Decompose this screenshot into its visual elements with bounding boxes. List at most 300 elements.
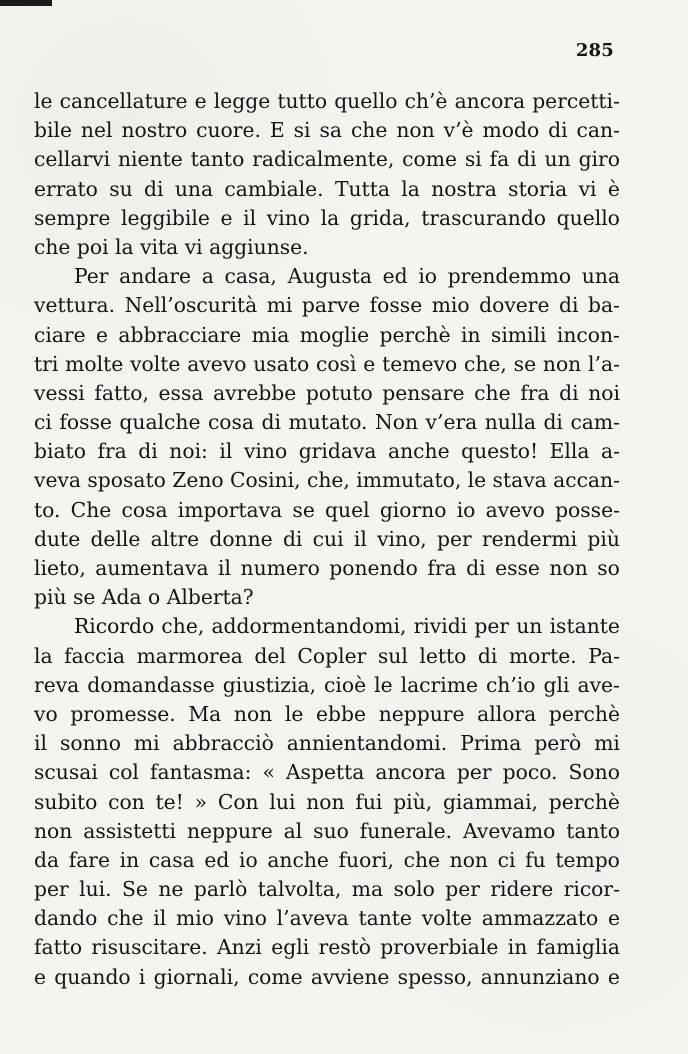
word: vi	[184, 234, 203, 259]
word: o	[148, 585, 161, 610]
word: vino	[266, 205, 311, 230]
word: addormentandomi,	[211, 614, 407, 639]
text-line	[34, 408, 620, 437]
word: fantasma:	[149, 760, 252, 785]
word: Se	[122, 877, 148, 902]
word: can-	[576, 118, 620, 143]
word: una	[581, 264, 620, 289]
word: Prima	[460, 731, 522, 756]
word: aumentava	[95, 556, 209, 580]
word: ancora	[454, 89, 526, 113]
word: biato	[34, 439, 86, 464]
word: leggibile	[120, 205, 210, 230]
word: «	[262, 760, 275, 785]
word: cam-	[570, 410, 620, 435]
word: in	[507, 935, 528, 960]
word: te!	[155, 789, 184, 814]
word: Con	[217, 789, 259, 814]
word: e	[34, 964, 47, 989]
word: Augusta	[287, 264, 372, 289]
text-line	[34, 642, 620, 671]
word: temevo	[382, 351, 458, 376]
word: Per	[74, 264, 109, 289]
word: allora	[477, 701, 537, 726]
text-line	[34, 729, 620, 758]
book-text	[34, 87, 620, 992]
word: è	[607, 176, 620, 201]
word: su	[109, 176, 133, 201]
word: poco.	[502, 760, 558, 785]
word: veva	[34, 468, 82, 493]
word: di	[466, 556, 486, 580]
word: si	[464, 147, 482, 172]
text-line	[34, 437, 620, 466]
word: di	[517, 147, 537, 172]
word: mio	[431, 293, 470, 318]
word: in	[119, 847, 140, 872]
text-line	[34, 700, 620, 729]
word: grida,	[349, 205, 411, 230]
text-line	[34, 321, 620, 350]
word: gli	[543, 672, 570, 697]
word: dando	[34, 906, 98, 931]
word: più,	[393, 789, 433, 814]
word: vino	[223, 906, 267, 931]
word: legge	[213, 89, 271, 113]
word: cosa	[207, 410, 255, 435]
word: di	[543, 410, 563, 435]
word: fuori,	[338, 847, 394, 872]
word: lieto,	[34, 556, 86, 580]
word: ci	[34, 410, 52, 435]
word: mutato.	[288, 410, 368, 435]
word: cosa	[121, 497, 168, 522]
word: moglie	[299, 322, 370, 347]
word: mi	[266, 293, 293, 318]
text-line	[34, 379, 620, 408]
word: giorno	[379, 497, 447, 522]
word: se	[292, 497, 315, 522]
text-line	[34, 525, 620, 554]
text-line	[34, 904, 620, 933]
word: io	[239, 847, 258, 872]
word: vita	[140, 234, 179, 259]
word: al	[283, 818, 303, 843]
word: v’è	[443, 118, 474, 143]
word: parlò	[193, 877, 248, 902]
word: letto	[419, 643, 467, 668]
word: bile	[34, 118, 72, 143]
word: cui	[312, 526, 344, 551]
word: per	[474, 614, 510, 639]
word: ma	[351, 877, 384, 902]
word: Tutta	[334, 176, 390, 201]
word: istante	[549, 614, 620, 639]
word: che	[403, 847, 441, 872]
word: annunziano	[480, 964, 600, 989]
word: a	[201, 264, 214, 289]
word: giro	[578, 147, 620, 172]
word: non	[542, 351, 582, 376]
word: questo!	[461, 439, 539, 464]
word: se	[72, 585, 96, 610]
word: scusai	[34, 760, 98, 785]
word: di	[559, 293, 579, 318]
word: tri	[34, 351, 59, 376]
word: neppure	[378, 701, 465, 726]
word: storia	[508, 176, 568, 201]
text-line	[34, 671, 620, 700]
word: di	[559, 380, 579, 405]
word: fare	[68, 847, 110, 872]
word: non	[233, 701, 273, 726]
word: essa	[158, 380, 204, 405]
text-line	[34, 496, 620, 525]
word: di	[138, 439, 158, 464]
word: e	[607, 906, 620, 931]
word: tante	[358, 906, 412, 931]
word: le	[467, 468, 487, 493]
word: volte	[130, 351, 181, 376]
word: che,	[463, 351, 507, 376]
word: Ma	[188, 701, 222, 726]
word: che	[107, 906, 144, 931]
word: numero	[240, 556, 320, 580]
word: fa	[489, 147, 510, 172]
word: che	[34, 234, 71, 259]
word: io	[456, 497, 476, 522]
word: posse-	[555, 497, 620, 522]
text-line	[34, 963, 620, 992]
word: più	[34, 585, 67, 610]
word: vino,	[377, 526, 427, 551]
word: parve	[301, 293, 361, 318]
word: stava	[492, 468, 547, 493]
word: e	[194, 89, 207, 113]
word: di	[548, 118, 568, 143]
word: più	[587, 526, 620, 551]
word: l’a-	[588, 351, 620, 376]
word: vi	[578, 176, 597, 201]
text-line	[34, 466, 620, 495]
word: niente	[117, 147, 183, 172]
word: ne	[158, 877, 184, 902]
word: morte.	[508, 643, 577, 668]
word: cancellature	[59, 89, 188, 113]
word: Nell’oscurità	[124, 293, 258, 318]
word: ridere	[490, 877, 554, 902]
text-line	[34, 291, 620, 320]
text-line	[34, 262, 620, 291]
text-line	[34, 846, 620, 875]
word: così	[315, 351, 357, 376]
word: i	[138, 964, 146, 989]
word: rendermi	[481, 526, 578, 551]
word: che,	[161, 614, 205, 639]
word: sa	[319, 118, 342, 143]
word: importava	[177, 497, 283, 522]
text-line	[34, 350, 620, 379]
word: tanto	[566, 818, 620, 843]
text-line	[34, 875, 620, 904]
word: si	[293, 118, 311, 143]
word: cellarvi	[34, 147, 111, 172]
word: subito	[34, 789, 98, 814]
word: un	[544, 147, 571, 172]
word: ave-	[577, 672, 620, 697]
word: il	[353, 526, 367, 551]
word: ciare	[34, 322, 86, 347]
word: fu	[525, 847, 546, 872]
word: andare	[119, 264, 192, 289]
word: sul	[377, 643, 408, 668]
word: fra	[427, 556, 457, 580]
word: Ella	[549, 439, 590, 464]
word: radicalmente,	[252, 147, 395, 172]
word: avevo	[485, 497, 545, 522]
word: io	[418, 264, 438, 289]
word: quello	[334, 89, 398, 113]
word: cambiale.	[224, 176, 324, 201]
word: Cosini,	[229, 468, 301, 493]
word: tutto	[277, 89, 328, 113]
word: e	[96, 322, 109, 347]
word: la	[320, 205, 340, 230]
word: e	[220, 205, 233, 230]
word: ammazzato	[481, 906, 599, 931]
word: le	[284, 701, 304, 726]
word: fatto	[34, 935, 83, 960]
word: Non	[375, 410, 419, 435]
word: con	[108, 789, 145, 814]
word: ed	[382, 264, 408, 289]
word: una	[174, 176, 214, 201]
word: però	[534, 731, 582, 756]
word: ricor-	[563, 877, 620, 902]
word: tempo	[555, 847, 620, 872]
word: funerale.	[359, 818, 453, 843]
word: avviene	[310, 964, 390, 989]
word: Copler	[297, 643, 367, 668]
word: vino	[243, 439, 288, 464]
word: dute	[34, 526, 81, 551]
word: donne	[209, 526, 273, 551]
word: rividi	[413, 614, 468, 639]
page-number: 285	[575, 40, 614, 61]
word: E	[269, 118, 285, 143]
text-line	[34, 233, 620, 262]
word: a-	[601, 439, 620, 464]
word: per	[437, 526, 472, 551]
word: percetti-	[532, 89, 620, 113]
word: Alberta?	[166, 585, 254, 610]
word: fatto,	[94, 380, 149, 405]
word: v’era	[425, 410, 478, 435]
word: dovere	[479, 293, 550, 318]
word: simili	[490, 322, 547, 347]
word: e	[363, 351, 376, 376]
word: immutato,	[356, 468, 462, 493]
word: non	[34, 818, 73, 843]
word: accan-	[553, 468, 620, 493]
word: nostro	[121, 118, 188, 143]
word: volte	[421, 906, 472, 931]
word: perchè	[379, 322, 451, 347]
word: delle	[90, 526, 141, 551]
word: mi	[594, 731, 620, 756]
word: non	[396, 118, 435, 143]
word: egli	[271, 935, 310, 960]
word: il	[34, 731, 47, 756]
word: molte	[65, 351, 124, 376]
word: ci	[497, 847, 516, 872]
word: tanto	[190, 147, 245, 172]
word: annientandomi.	[286, 731, 448, 756]
word: ch’è	[404, 89, 448, 113]
word: assistetti	[83, 818, 177, 843]
word: di	[261, 410, 282, 435]
word: abbracciare	[118, 322, 242, 347]
word: prendemmo	[447, 264, 572, 289]
word: quel	[325, 497, 370, 522]
word: per	[445, 877, 480, 902]
word: perchè	[548, 789, 620, 814]
word: avevo	[187, 351, 247, 376]
word: cuore.	[196, 118, 261, 143]
word: fui	[355, 789, 383, 814]
word: vo	[34, 701, 58, 726]
word: casa,	[224, 264, 277, 289]
text-line	[34, 87, 620, 116]
word: incon-	[556, 322, 620, 347]
word: ba-	[587, 293, 620, 318]
word: e	[607, 964, 620, 989]
word: l’aveva	[276, 906, 349, 931]
word: gridava	[298, 439, 377, 464]
word: un	[516, 614, 543, 639]
word: errato	[34, 176, 98, 201]
word: anche	[267, 847, 329, 872]
word: fra	[97, 439, 127, 464]
word: di	[282, 526, 303, 551]
word: da	[34, 847, 60, 872]
text-line	[34, 175, 620, 204]
word: giustizia,	[222, 672, 317, 697]
word: aggiunse.	[209, 234, 309, 259]
text-line	[34, 554, 620, 583]
text-line	[34, 933, 620, 962]
word: come	[247, 964, 303, 989]
word: abbracciò	[172, 731, 274, 756]
word: reva	[34, 672, 80, 697]
word: il	[219, 439, 233, 464]
word: domandasse	[87, 672, 215, 697]
word: in	[460, 322, 481, 347]
word: lui	[269, 789, 296, 814]
word: risuscitare.	[91, 935, 208, 960]
word: noi	[588, 380, 620, 405]
text-line	[34, 116, 620, 145]
word: trascurando	[421, 205, 547, 230]
text-line	[34, 204, 620, 233]
word: per	[34, 877, 69, 902]
word: mio	[176, 906, 214, 931]
word: le	[34, 89, 53, 113]
word: Anzi	[217, 935, 262, 960]
word: to.	[34, 497, 61, 522]
word: per	[456, 760, 492, 785]
word: il	[243, 205, 257, 230]
word: il	[153, 906, 167, 931]
word: non	[306, 789, 345, 814]
word: non	[549, 556, 588, 580]
word: Sono	[568, 760, 620, 785]
word: mi	[133, 731, 160, 756]
word: sonno	[59, 731, 121, 756]
word: solo	[393, 877, 435, 902]
text-line	[34, 145, 620, 174]
word: pensare	[382, 380, 465, 405]
word: marmorea	[136, 643, 243, 668]
text-line	[34, 612, 620, 641]
word: lacrime	[400, 672, 478, 697]
word: suo	[313, 818, 349, 843]
word: il	[218, 556, 232, 580]
text-line	[34, 788, 620, 817]
word: sempre	[34, 205, 111, 230]
word: qualche	[119, 410, 201, 435]
word: Ada	[101, 585, 142, 610]
word: come	[402, 147, 457, 172]
word: neppure	[186, 818, 273, 843]
word: vessi	[34, 380, 85, 405]
word: nulla	[484, 410, 536, 435]
word: non	[449, 847, 488, 872]
text-line	[34, 758, 620, 787]
word: nostra	[431, 176, 497, 201]
word: modo	[482, 118, 540, 143]
word: poi	[76, 234, 109, 259]
word: Avevamo	[463, 818, 556, 843]
word: proverbiale	[380, 935, 499, 960]
word: »	[194, 789, 208, 814]
word: giammai,	[442, 789, 539, 814]
word: che	[474, 380, 511, 405]
word: nel	[80, 118, 113, 143]
word: le	[374, 672, 393, 697]
word: vettura.	[34, 293, 116, 318]
word: mia	[251, 322, 290, 347]
word: ebbe	[316, 701, 367, 726]
word: potuto	[305, 380, 373, 405]
word: anche	[388, 439, 450, 464]
word: cioè	[324, 672, 367, 697]
word: restò	[318, 935, 371, 960]
word: perchè	[548, 701, 620, 726]
word: so	[597, 556, 620, 580]
word: che,	[306, 468, 350, 493]
word: di	[477, 643, 498, 668]
word: se	[513, 351, 537, 376]
word: quello	[556, 205, 620, 230]
word: esse	[495, 556, 540, 580]
word: lui.	[79, 877, 112, 902]
word: faccia	[64, 643, 126, 668]
word: Ricordo	[74, 614, 155, 639]
word: Aspetta	[285, 760, 365, 785]
word: ed	[204, 847, 230, 872]
word: talvolta,	[257, 877, 342, 902]
